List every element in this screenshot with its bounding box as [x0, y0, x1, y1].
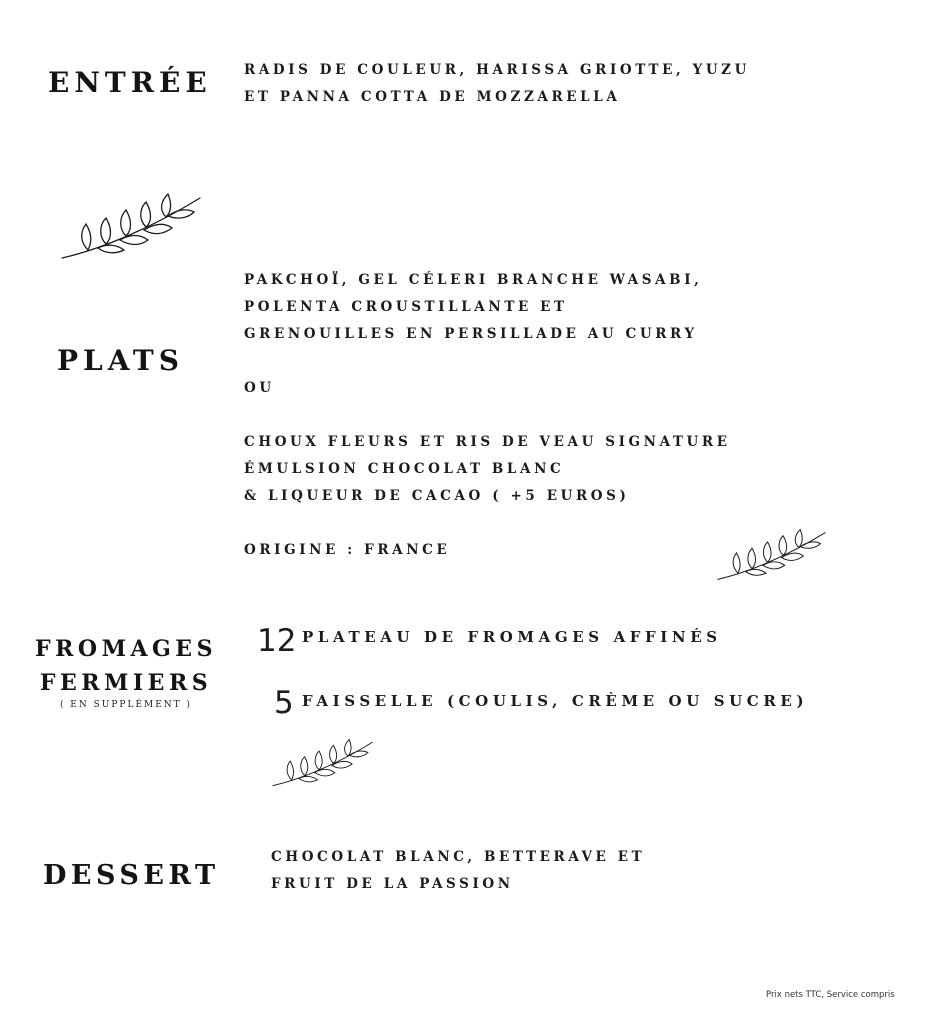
plats-option2-line: CHOUX FLEURS ET RIS DE VEAU SIGNATURE: [244, 434, 731, 450]
price-plateau: 12: [257, 623, 297, 659]
plats-option1-line: PAKCHOÏ, GEL CÉLERI BRANCHE WASABI,: [244, 272, 703, 288]
dessert-line: CHOCOLAT BLANC, BETTERAVE ET: [271, 849, 646, 865]
plats-option1-line: POLENTA CROUSTILLANTE ET: [244, 299, 568, 315]
item-faisselle: FAISSELLE (COULIS, CRÈME OU SUCRE): [302, 692, 809, 710]
olive-branch-icon: [58, 192, 208, 264]
plats-option2-line: & LIQUEUR DE CACAO ( +5 EUROS): [244, 488, 630, 504]
price-faisselle: 5: [274, 685, 294, 721]
item-plateau: PLATEAU DE FROMAGES AFFINÉS: [302, 628, 722, 646]
supplement-note: ( EN SUPPLÉMENT ): [59, 700, 193, 710]
fromages-heading-block: [28, 632, 224, 710]
sprig-drawing: [273, 740, 372, 786]
plats-origin: ORIGINE : FRANCE: [244, 542, 451, 558]
plats-option1-line: GRENOUILLES EN PERSILLADE AU CURRY: [244, 326, 698, 342]
plats-heading: PLATS: [57, 344, 184, 377]
entree-heading: ENTRÉE: [48, 66, 212, 99]
entree-line: ET PANNA COTTA DE MOZZARELLA: [244, 89, 621, 105]
olive-branch-icon: [714, 528, 832, 584]
entree-line: RADIS DE COULEUR, HARISSA GRIOTTE, YUZU: [244, 62, 751, 78]
plats-or-separator: OU: [244, 380, 275, 396]
fromages-heading-line1: FROMAGES: [35, 636, 217, 662]
plats-option2-line: ÉMULSION CHOCOLAT BLANC: [244, 461, 565, 477]
sprig-drawing: [62, 194, 200, 258]
dessert-heading: DESSERT: [43, 860, 220, 891]
olive-branch-icon: [270, 738, 378, 790]
dessert-line: FRUIT DE LA PASSION: [271, 876, 514, 892]
footer-note: Prix nets TTC, Service compris: [766, 990, 895, 1000]
plats-description: [244, 267, 731, 564]
entree-description: [244, 57, 750, 111]
sprig-drawing: [718, 530, 825, 580]
fromages-heading-line2: FERMIERS: [39, 670, 213, 696]
dessert-description: [271, 844, 645, 898]
